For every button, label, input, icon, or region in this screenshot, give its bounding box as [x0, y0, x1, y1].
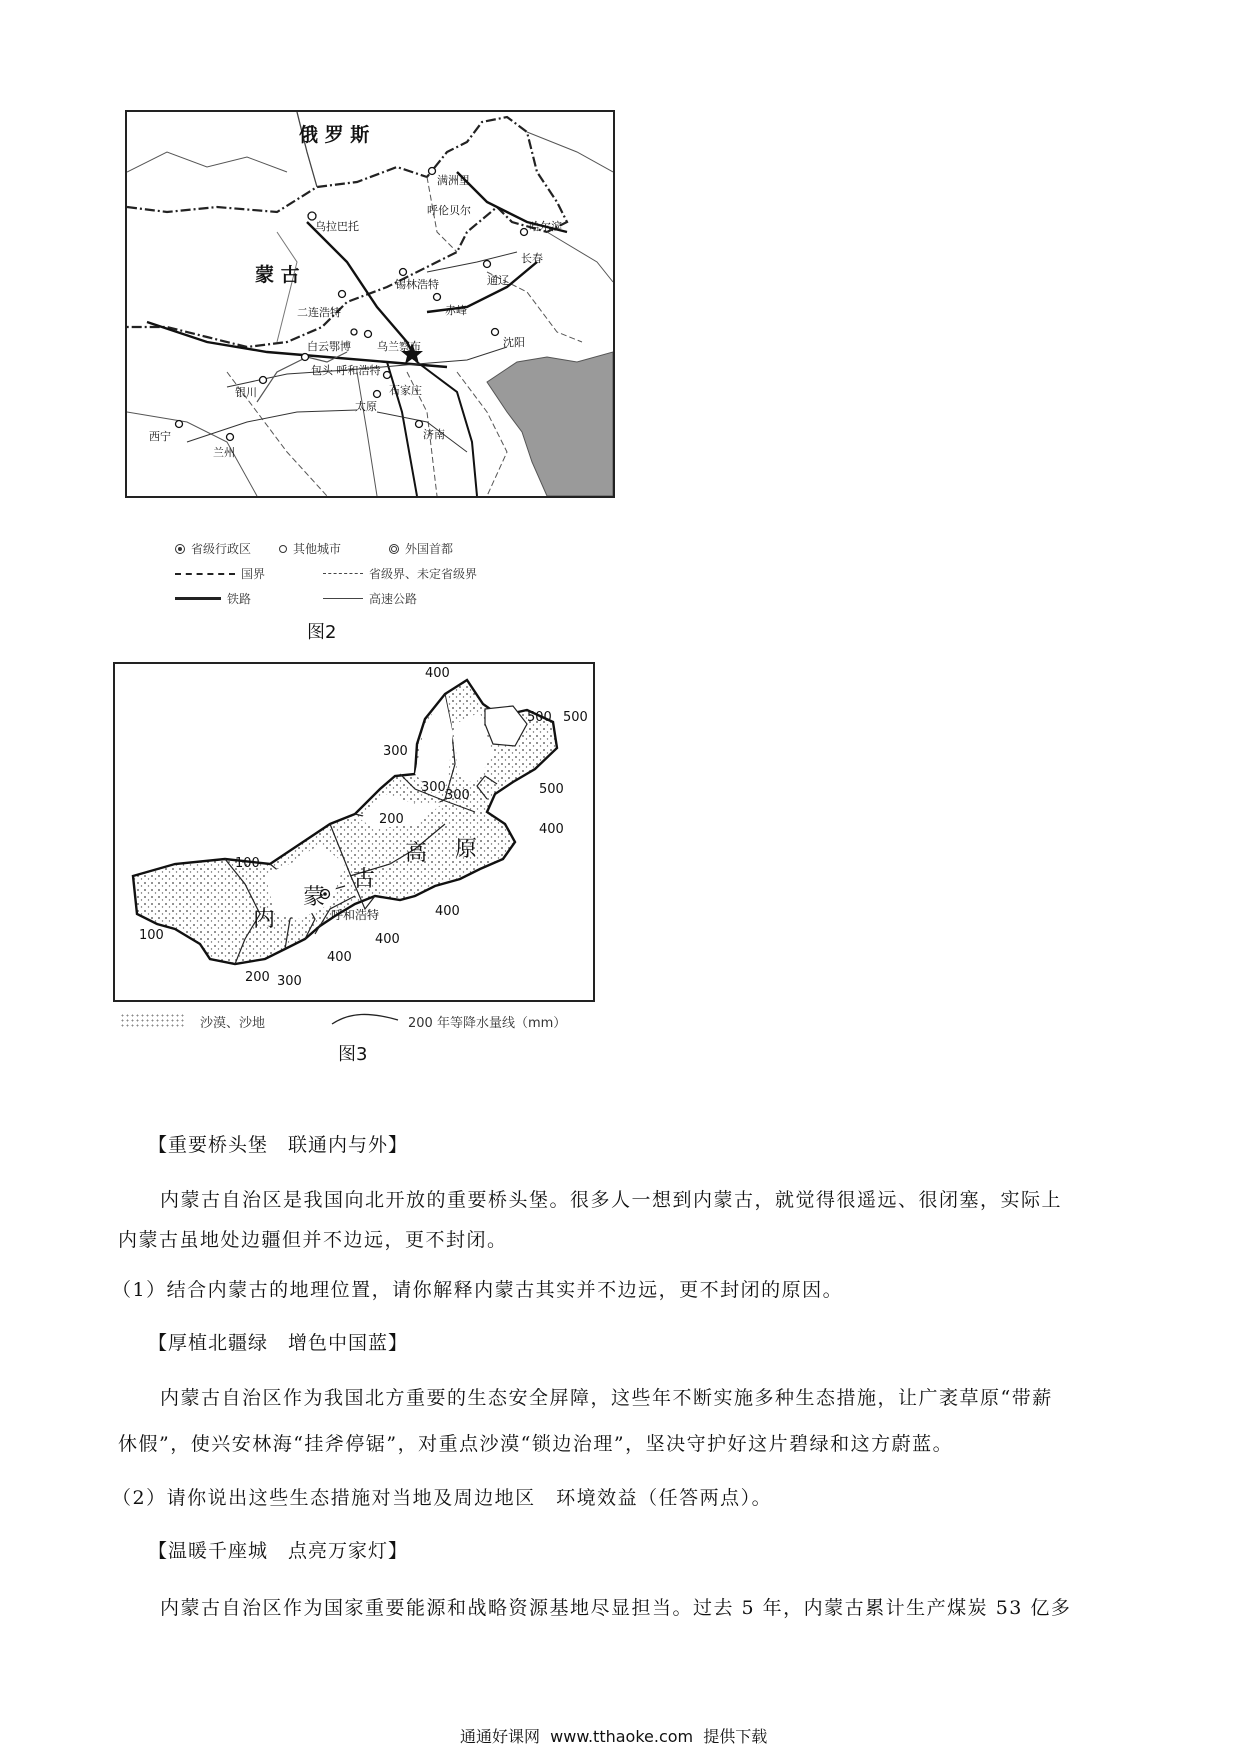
region-char: 蒙 [303, 885, 326, 910]
isoline-label: 500 [563, 710, 588, 725]
map-label-shenyang: 沈阳 [503, 336, 525, 349]
section-heading-2: 【厚植北疆绿 增色中国蓝】 [148, 1332, 409, 1354]
legend-desert: 沙漠、沙地 [200, 1016, 266, 1031]
isoline-label: 400 [327, 950, 352, 965]
isoline-label: 400 [375, 932, 400, 947]
region-char: 内 [253, 907, 276, 932]
map-label-jinan: 济南 [423, 428, 445, 441]
figure2-legend [175, 540, 515, 615]
map-label-yinchuan: 银川 [235, 386, 257, 399]
other-city-icon [279, 545, 287, 553]
isoline-label: 100 [235, 856, 260, 871]
question-1: （1）结合内蒙古的地理位置，请你解释内蒙古其实并不边远，更不封闭的原因。 [112, 1279, 844, 1301]
legend-isoline: 200 年等降水量线（mm） [408, 1016, 567, 1031]
city-label-hohhot: 呼和浩特 [331, 908, 380, 922]
map-label-bayanobo: 白云鄂博 [307, 340, 351, 353]
legend-provincial: 省级行政区 [191, 542, 252, 556]
map-label-hulunbuir: 呼伦贝尔 [427, 204, 471, 217]
map-label-russia: 俄 罗 斯 [299, 124, 370, 146]
isoline-label: 100 [139, 928, 164, 943]
railway-icon [175, 597, 221, 600]
map-label-xilinhot: 锡林浩特 [395, 278, 439, 291]
isoline-label: 500 [527, 710, 552, 725]
national-border-icon [175, 573, 235, 575]
paragraph-1-line-2: 内蒙古虽地处边疆但并不边远，更不封闭。 [118, 1229, 508, 1251]
isoline-label: 400 [425, 666, 450, 681]
isoline-label: 300 [445, 788, 470, 803]
region-char: 高 [405, 841, 428, 866]
map-label-chifeng: 赤峰 [445, 304, 467, 317]
paragraph-2-line-1: 内蒙古自治区作为我国北方重要的生态安全屏障，这些年不断实施多种生态措施，让广袤草原“带薪 [160, 1387, 1053, 1409]
paragraph-3-line-1: 内蒙古自治区作为国家重要能源和战略资源基地尽显担当。过去 5 年，内蒙古累计生产煤炭 53 亿多 [160, 1597, 1072, 1619]
map-label-erenhot: 二连浩特 [297, 306, 341, 319]
legend-foreign-capital: 外国首都 [405, 542, 454, 556]
map-label-mongolia: 蒙 古 [255, 264, 300, 286]
legend-provincial-border: 省级界、未定省级界 [369, 567, 478, 581]
map-label-shijiazhuang: 石家庄 [389, 384, 422, 397]
provincial-border-icon [323, 573, 363, 574]
figure3-caption: 图3 [338, 1044, 368, 1065]
paragraph-2-line-2: 休假”，使兴安林海“挂斧停锯”，对重点沙漠“锁边治理”，坚决守护好这片碧绿和这方蔚蓝。 [118, 1433, 954, 1455]
map-label-tongliao: 通辽 [487, 274, 509, 287]
isoline-label: 500 [539, 782, 564, 797]
isoline-label: 300 [421, 780, 446, 795]
foreign-capital-icon [389, 544, 399, 554]
paragraph-1-line-1: 内蒙古自治区是我国向北开放的重要桥头堡。很多人一想到内蒙古，就觉得很遥远、很闭塞，实际上 [160, 1189, 1063, 1211]
map-label-baotou-hohhot: 包头 呼和浩特 [311, 364, 381, 377]
figure3-map [113, 662, 595, 1002]
highway-icon [323, 598, 363, 599]
map-label-harbin: 哈尔滨 [529, 220, 562, 233]
isoline-label: 400 [539, 822, 564, 837]
isoline-icon [330, 1012, 400, 1028]
map-label-ulanqab: 乌兰察布 [377, 340, 421, 353]
isoline-label: 300 [383, 744, 408, 759]
section-heading-3: 【温暖千座城 点亮万家灯】 [148, 1540, 409, 1562]
isoline-label: 400 [435, 904, 460, 919]
map-label-manzhouli: 满洲里 [437, 174, 470, 187]
desert-swatch-icon [120, 1013, 184, 1027]
isoline-label: 300 [277, 974, 302, 989]
provincial-capital-icon [175, 544, 185, 554]
map-label-taiyuan: 太原 [355, 400, 377, 413]
question-2: （2）请你说出这些生态措施对当地及周边地区 环境效益（任答两点）。 [112, 1487, 773, 1509]
region-char: 原 [455, 837, 478, 862]
map-label-xining: 西宁 [149, 430, 171, 443]
map-label-ulaanbaatar: 乌拉巴托 [315, 220, 359, 233]
legend-railway: 铁路 [227, 592, 252, 606]
figure2-caption: 图2 [307, 622, 337, 643]
map-label-lanzhou: 兰州 [213, 446, 235, 459]
legend-other-city: 其他城市 [293, 542, 342, 556]
isoline-label: 200 [379, 812, 404, 827]
footer-credit: 通通好课网 www.tthaoke.com 提供下载 [460, 1727, 768, 1746]
map-label-changchun: 长春 [521, 252, 543, 265]
figure2-map [125, 110, 615, 498]
region-char: 古 [353, 867, 376, 892]
figure3-legend [120, 1010, 590, 1034]
legend-highway: 高速公路 [369, 592, 418, 606]
isoline-label: 200 [245, 970, 270, 985]
legend-national-border: 国界 [241, 567, 266, 581]
section-heading-1: 【重要桥头堡 联通内与外】 [148, 1134, 409, 1156]
